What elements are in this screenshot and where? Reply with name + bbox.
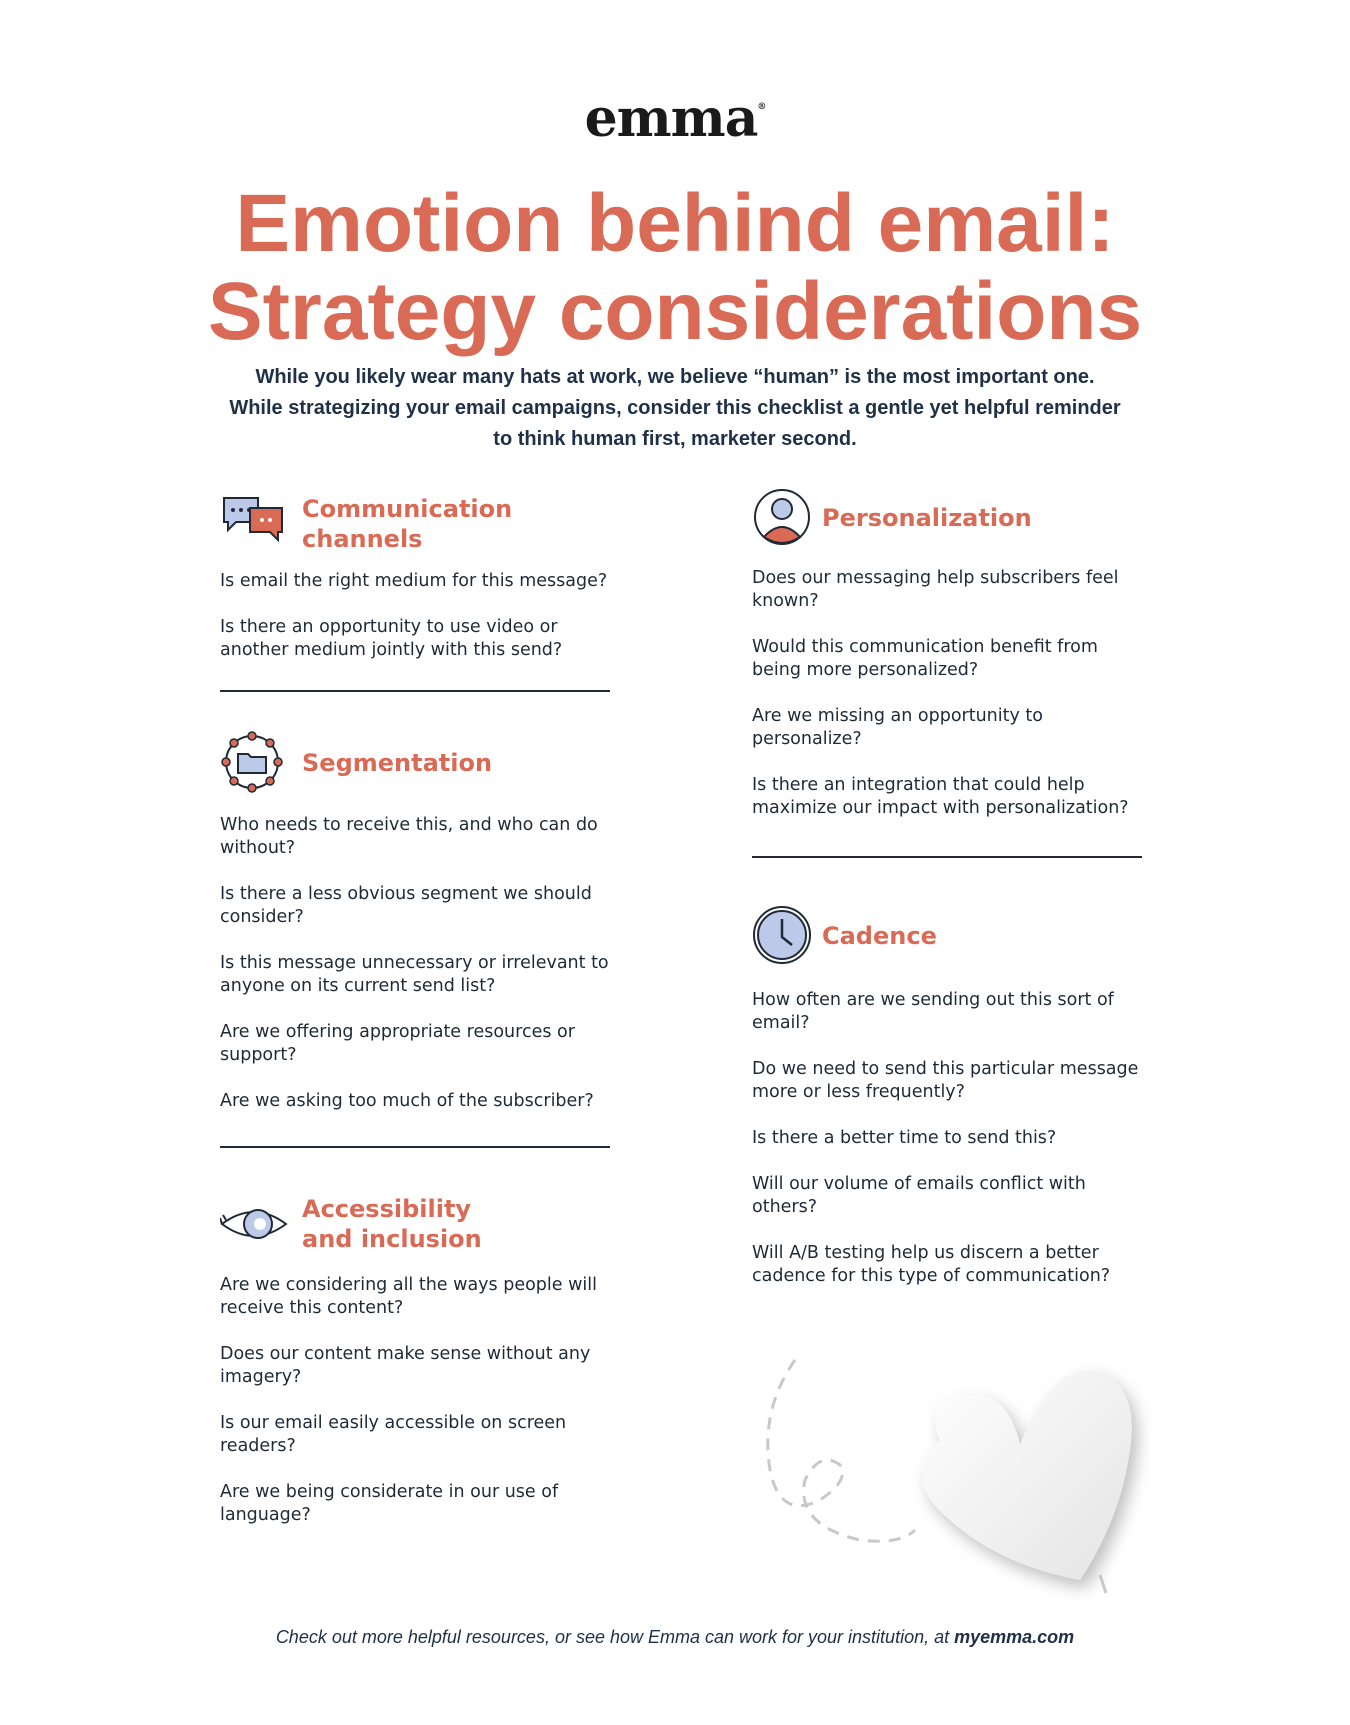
question-item: Does our content make sense without any imagery? bbox=[220, 1344, 591, 1387]
question-item: Are we considering all the ways people will receive this content? bbox=[220, 1275, 597, 1318]
folder-network-icon bbox=[220, 730, 288, 798]
title-line-2: Strategy considerations bbox=[207, 266, 1143, 357]
clock-icon bbox=[752, 905, 820, 973]
question-item: Is there an integration that could help maximize our impact with personalization? bbox=[752, 775, 1129, 818]
section-cadence bbox=[752, 905, 1152, 1311]
section-accessibility-inclusion bbox=[220, 1190, 620, 1550]
section-personalization bbox=[752, 487, 1152, 843]
chat-bubbles-icon bbox=[220, 490, 288, 558]
emma-logo: emma® bbox=[584, 88, 766, 149]
section-title: Personalization bbox=[822, 504, 1032, 532]
section-divider bbox=[220, 1146, 610, 1148]
person-icon bbox=[752, 487, 820, 555]
eye-icon bbox=[220, 1190, 288, 1258]
section-communication-channels bbox=[220, 490, 620, 685]
question-item: Are we being considerate in our use of language? bbox=[220, 1482, 559, 1525]
question-item: Will our volume of emails conflict with others? bbox=[752, 1174, 1086, 1217]
question-item: Are we offering appropriate resources or support? bbox=[220, 1022, 575, 1065]
question-item: Is there a better time to send this? bbox=[752, 1128, 1057, 1148]
section-segmentation bbox=[220, 730, 620, 1136]
section-title: Communication channels bbox=[302, 495, 513, 553]
section-divider bbox=[752, 856, 1142, 858]
question-item: Is there a less obvious segment we should consider? bbox=[220, 884, 592, 927]
question-item: How often are we sending out this sort of email? bbox=[752, 990, 1114, 1033]
section-title: Accessibility and inclusion bbox=[302, 1195, 482, 1253]
question-item: Do we need to send this particular message more or less frequently? bbox=[752, 1059, 1139, 1102]
section-divider bbox=[220, 690, 610, 692]
question-item: Are we missing an opportunity to personalize? bbox=[752, 706, 1043, 749]
footer-text: Check out more helpful resources, or see how Emma can work for your institution, at myemma.com bbox=[275, 1627, 1075, 1647]
section-title: Cadence bbox=[822, 922, 937, 950]
question-item: Are we asking too much of the subscriber? bbox=[220, 1091, 594, 1111]
question-item: Does our messaging help subscribers feel known? bbox=[752, 568, 1119, 611]
question-item: Who needs to receive this, and who can do without? bbox=[220, 815, 598, 858]
question-item: Is our email easily accessible on screen readers? bbox=[220, 1413, 567, 1456]
title-line-1: Emotion behind email: bbox=[235, 178, 1115, 269]
question-item: Will A/B testing help us discern a better cadence for this type of communication? bbox=[752, 1243, 1111, 1286]
question-item: Is there an opportunity to use video or another medium jointly with this send? bbox=[220, 617, 563, 660]
intro-text: While you likely wear many hats at work, we believe “human” is the most important one. While strategizing your email campaigns, consider this checklist a gentle yet helpful reminder to think human first, marketer second. bbox=[229, 366, 1121, 450]
question-item: Is this message unnecessary or irrelevant to anyone on its current send list? bbox=[220, 953, 609, 996]
footer-link[interactable]: myemma.com bbox=[954, 1627, 1075, 1647]
heart-illustration bbox=[750, 1350, 1170, 1610]
page-title bbox=[0, 180, 1350, 356]
question-item: Is email the right medium for this message? bbox=[220, 571, 608, 591]
section-title: Segmentation bbox=[302, 749, 493, 777]
question-item: Would this communication benefit from being more personalized? bbox=[752, 637, 1098, 680]
